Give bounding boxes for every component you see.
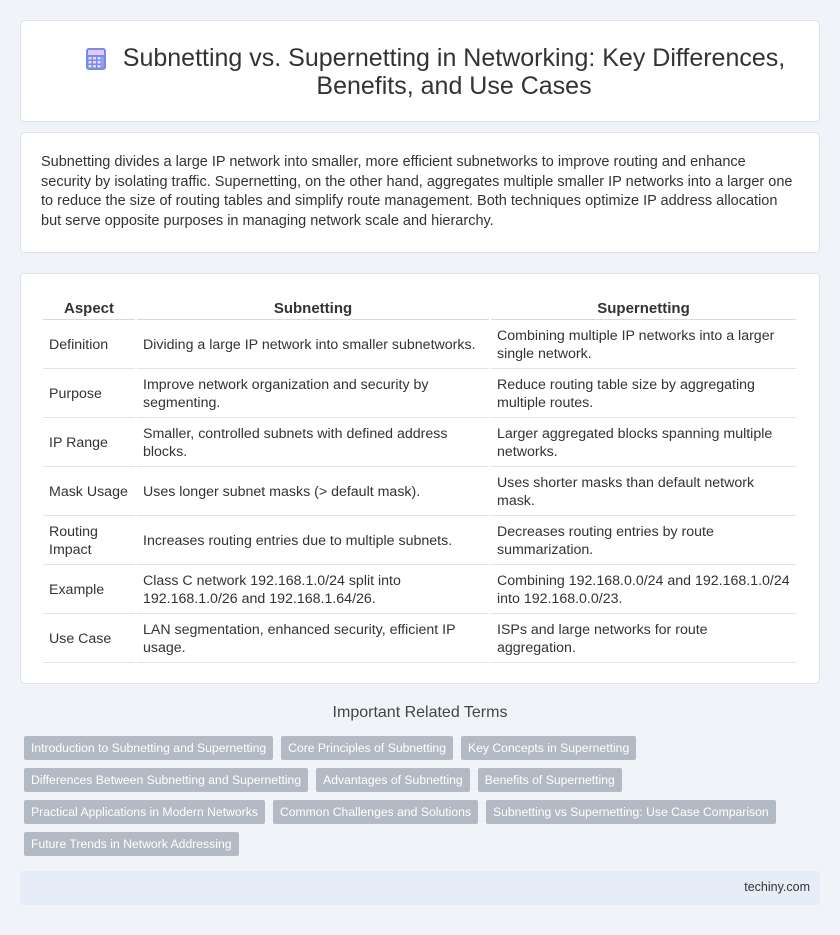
row-subnetting: Increases routing entries due to multiple subnets.: [137, 518, 489, 565]
table-row: [43, 371, 796, 418]
row-aspect: IP Range: [43, 420, 135, 467]
row-supernetting: ISPs and large networks for route aggregation.: [491, 616, 796, 663]
row-aspect: Definition: [43, 322, 135, 369]
row-aspect: Use Case: [43, 616, 135, 663]
row-supernetting: Combining multiple IP networks into a larger single network.: [491, 322, 796, 369]
related-term-tag[interactable]: Future Trends in Network Addressing: [24, 832, 239, 856]
intro-paragraph: Subnetting divides a large IP network into smaller, more efficient subnetworks to improve routing and enhance security by isolating traffic. Supernetting, on the other hand, aggregates multiple smaller IP networks into a larger one to reduce the size of routing tables and simplify route management. Both techniques optimize IP address allocation but serve opposite purposes in managing network scale and hierarchy.: [41, 154, 793, 229]
comparison-table-card: [20, 273, 820, 684]
intro-card: [20, 132, 820, 253]
title-card: [20, 20, 820, 122]
table-row: [43, 567, 796, 614]
related-term-tag[interactable]: Benefits of Supernetting: [478, 768, 622, 792]
header-aspect: Aspect: [43, 298, 135, 320]
header-subnetting: Subnetting: [137, 298, 489, 320]
table-row: [43, 518, 796, 565]
row-subnetting: Smaller, controlled subnets with defined address blocks.: [137, 420, 489, 467]
table-header-row: [43, 298, 796, 320]
row-supernetting: Uses shorter masks than default network mask.: [491, 469, 796, 516]
related-term-tag[interactable]: Differences Between Subnetting and Supernetting: [24, 768, 308, 792]
footer: [20, 871, 820, 905]
footer-site-link[interactable]: techiny.com: [744, 880, 810, 894]
page-title: Subnetting vs. Supernetting in Networking: Key Differences, Benefits, and Use Cases: [122, 44, 786, 100]
header-supernetting: Supernetting: [491, 298, 796, 320]
related-term-tag[interactable]: Advantages of Subnetting: [316, 768, 470, 792]
row-supernetting: Reduce routing table size by aggregating multiple routes.: [491, 371, 796, 418]
row-supernetting: Combining 192.168.0.0/24 and 192.168.1.0/24 into 192.168.0.0/23.: [491, 567, 796, 614]
row-subnetting: Uses longer subnet masks (> default mask).: [137, 469, 489, 516]
related-term-tag[interactable]: Introduction to Subnetting and Supernetting: [24, 736, 273, 760]
comparison-table: [41, 296, 798, 665]
row-subnetting: Class C network 192.168.1.0/24 split into 192.168.1.0/26 and 192.168.1.64/26.: [137, 567, 489, 614]
related-term-tag[interactable]: Key Concepts in Supernetting: [461, 736, 636, 760]
row-subnetting: LAN segmentation, enhanced security, efficient IP usage.: [137, 616, 489, 663]
related-term-tag[interactable]: Subnetting vs Supernetting: Use Case Comparison: [486, 800, 776, 824]
related-term-tag[interactable]: Core Principles of Subnetting: [281, 736, 453, 760]
related-term-tag[interactable]: Common Challenges and Solutions: [273, 800, 478, 824]
table-row: [43, 420, 796, 467]
row-subnetting: Dividing a large IP network into smaller subnetworks.: [137, 322, 489, 369]
row-aspect: Routing Impact: [43, 518, 135, 565]
related-terms-list: [24, 736, 814, 856]
related-terms-title: Important Related Terms: [332, 704, 508, 721]
row-subnetting: Improve network organization and security by segmenting.: [137, 371, 489, 418]
related-term-tag[interactable]: Practical Applications in Modern Networks: [24, 800, 265, 824]
row-aspect: Purpose: [43, 371, 135, 418]
table-row: [43, 322, 796, 369]
row-aspect: Mask Usage: [43, 469, 135, 516]
row-supernetting: Larger aggregated blocks spanning multiple networks.: [491, 420, 796, 467]
row-supernetting: Decreases routing entries by route summarization.: [491, 518, 796, 565]
row-aspect: Example: [43, 567, 135, 614]
table-row: [43, 469, 796, 516]
table-row: [43, 616, 796, 663]
